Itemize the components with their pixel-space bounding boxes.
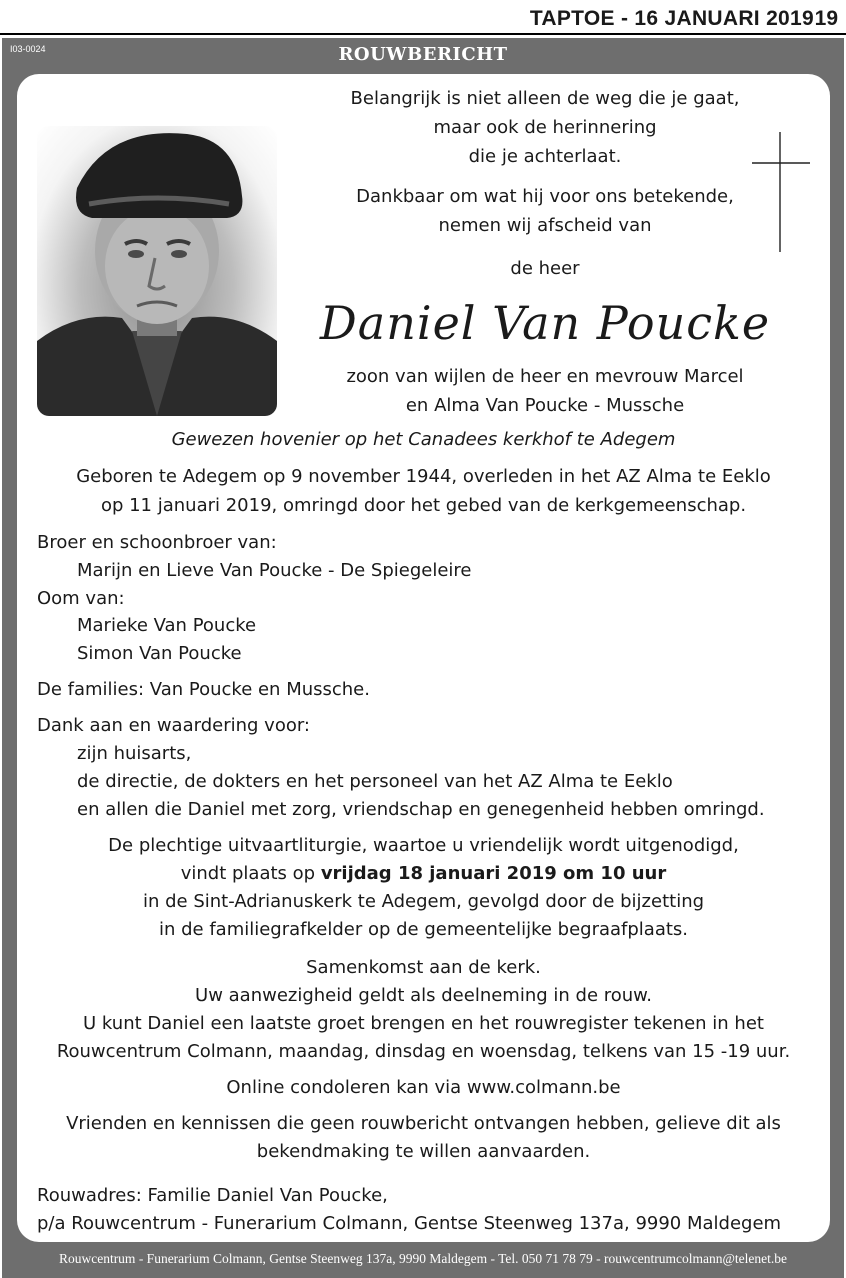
- portrait-photo: [37, 126, 277, 416]
- newspaper-masthead: [0, 0, 846, 32]
- gathering-line: U kunt Daniel een laatste groet brengen en het rouwregister tekenen in het: [83, 1013, 764, 1034]
- gratitude-label: Dank aan en waardering voor:: [37, 715, 310, 736]
- families-line: De families: Van Poucke en Mussche.: [37, 679, 370, 700]
- uncle-label: Oom van:: [37, 588, 125, 609]
- funeral-home-footer: Rouwcentrum - Funerarium Colmann, Gentse Steenweg 137a, 9990 Maldegem - Tel. 050 71 78 79 - rouwcentrumcolmann@telenet.be: [58, 1251, 788, 1266]
- funeral-date-prefix: vindt plaats op: [180, 863, 321, 884]
- title-prefix: de heer: [510, 258, 580, 279]
- poem-line: Belangrijk is niet alleen de weg die je gaat,: [350, 88, 740, 109]
- niece-entry: Marieke Van Poucke: [77, 615, 257, 636]
- deceased-name: Daniel Van Poucke: [319, 296, 771, 350]
- funeral-date: vrijdag 18 januari 2019 om 10 uur: [320, 863, 667, 884]
- gathering-line: Samenkomst aan de kerk.: [306, 957, 541, 978]
- portrait-illustration: [37, 126, 277, 416]
- niece-entry: Simon Van Poucke: [77, 643, 242, 664]
- poem-line: die je achterlaat.: [468, 146, 622, 167]
- gathering-line: Uw aanwezigheid geldt als deelneming in de rouw.: [195, 985, 652, 1006]
- online-condolence: Online condoleren kan via www.colmann.be: [226, 1077, 621, 1098]
- newspaper-date-title: TAPTOE - 16 JANUARI 2019: [529, 7, 814, 30]
- birth-death-line: Geboren te Adegem op 9 november 1944, overleden in het AZ Alma te Eeklo: [76, 466, 771, 487]
- notice-line: bekendmaking te willen aanvaarden.: [256, 1141, 591, 1162]
- occupation: Gewezen hovenier op het Canadees kerkhof te Adegem: [171, 429, 676, 450]
- ad-reference-code: I03-0024: [10, 44, 46, 54]
- funeral-line: in de familiegrafkelder op de gemeentelijke begraafplaats.: [158, 919, 689, 940]
- thanks-line: Dankbaar om wat hij voor ons betekende,: [356, 186, 734, 207]
- notice-line: Vrienden en kennissen die geen rouwbericht ontvangen hebben, gelieve dit als: [66, 1113, 781, 1134]
- gratitude-item: de directie, de dokters en het personeel van het AZ Alma te Eeklo: [77, 771, 673, 792]
- address-line: Rouwadres: Familie Daniel Van Poucke,: [37, 1185, 388, 1206]
- obituary-header-label: ROUWBERICHT: [338, 44, 508, 65]
- funeral-date-line: [17, 859, 830, 888]
- gratitude-item: en allen die Daniel met zorg, vriendschap en genegenheid hebben omringd.: [77, 799, 765, 820]
- address-line: p/a Rouwcentrum - Funerarium Colmann, Gentse Steenweg 137a, 9990 Maldegem: [37, 1213, 782, 1234]
- gathering-line: Rouwcentrum Colmann, maandag, dinsdag en woensdag, telkens van 15 -19 uur.: [56, 1041, 791, 1062]
- funeral-line: De plechtige uitvaartliturgie, waartoe u vriendelijk wordt uitgenodigd,: [108, 835, 739, 856]
- sibling-label: Broer en schoonbroer van:: [37, 532, 277, 553]
- parents-line: en Alma Van Poucke - Mussche: [405, 395, 685, 416]
- page-number: 19: [814, 7, 838, 30]
- funeral-line: in de Sint-Adrianuskerk te Adegem, gevolgd door de bijzetting: [142, 891, 705, 912]
- masthead-rule: [0, 33, 846, 35]
- thanks-line: nemen wij afscheid van: [438, 215, 652, 236]
- poem-line: maar ook de herinnering: [433, 117, 657, 138]
- sibling-entry: Marijn en Lieve Van Poucke - De Spiegeleire: [77, 560, 472, 581]
- gratitude-item: zijn huisarts,: [77, 743, 192, 764]
- birth-death-line: op 11 januari 2019, omringd door het gebed van de kerkgemeenschap.: [100, 495, 747, 516]
- parents-line: zoon van wijlen de heer en mevrouw Marcel: [346, 366, 744, 387]
